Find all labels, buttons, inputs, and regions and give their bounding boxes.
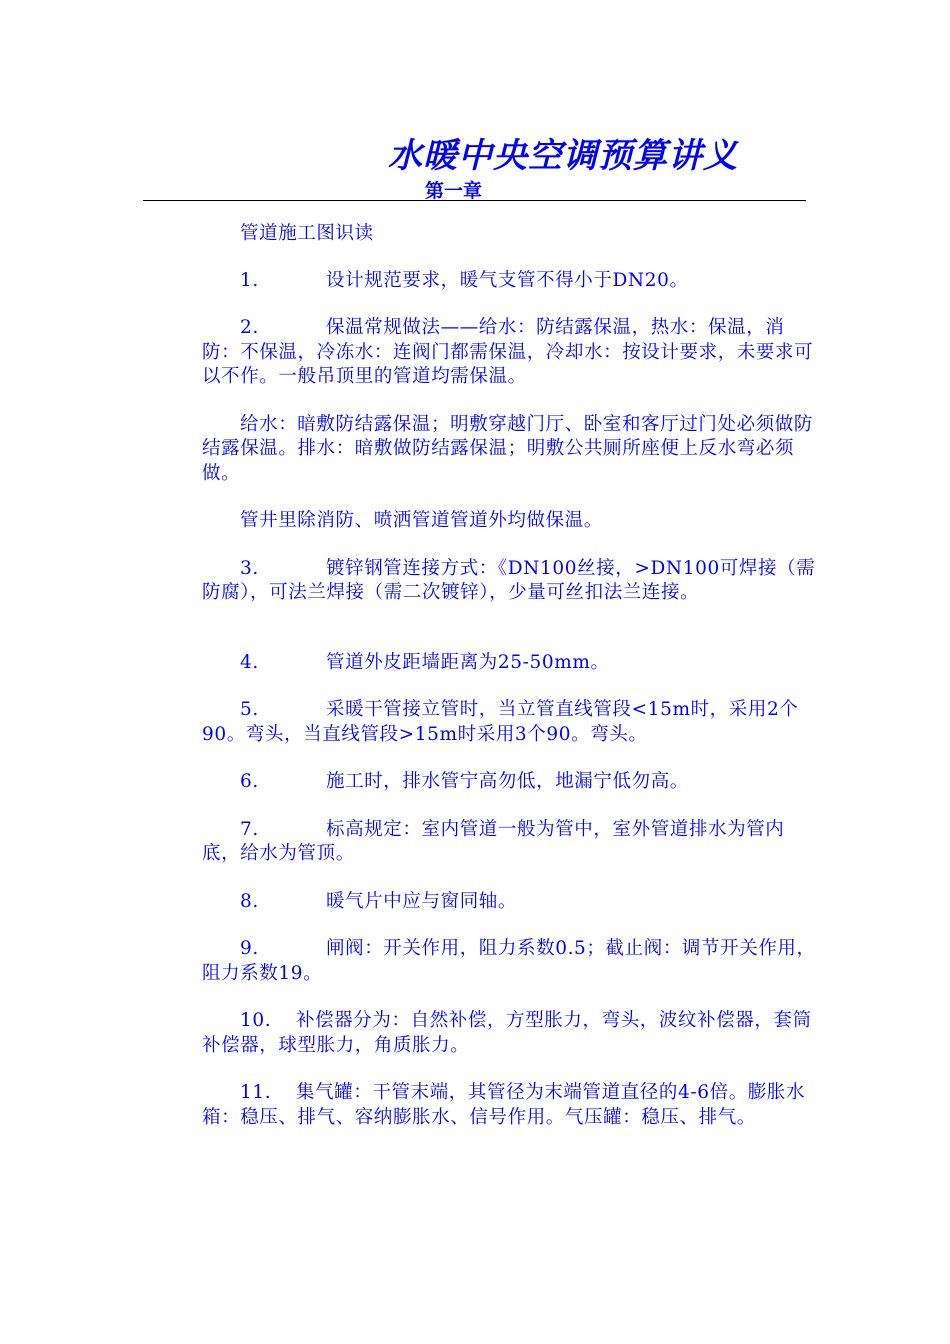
list-item: [202, 316, 818, 390]
item-number: 4.: [240, 651, 259, 673]
item-text: 设计规范要求，暖气支管不得小于DN20。: [326, 269, 689, 291]
item-text: 标高规定：室内管道一般为管中，室外管道排水为管内底，给水为管顶。: [202, 818, 785, 864]
document-body: [202, 222, 818, 1153]
item-text: 管道外皮距墙距离为25-50mm。: [326, 651, 610, 673]
header-rule: [143, 200, 806, 201]
item-text: 补偿器分为：自然补偿，方型胀力，弯头，波纹补偿器，套筒补偿器，球型胀力，角质胀力。: [202, 1010, 812, 1056]
item-number: 5.: [240, 699, 259, 720]
list-item: [202, 770, 818, 795]
item-number: 9.: [240, 938, 259, 959]
item-number: 10.: [240, 1010, 272, 1031]
list-item: [202, 269, 818, 294]
item-number: 6.: [240, 771, 259, 792]
list-item: [202, 651, 818, 676]
list-item: [202, 698, 818, 747]
list-item: [202, 890, 818, 915]
item-text: 采暖干管接立管时，当立管直线管段<15m时，采用2个90。弯头，当直线管段>15m时采用3个90。弯头。: [202, 699, 799, 745]
item-number: 2.: [240, 317, 259, 338]
item-number: 3.: [240, 557, 259, 579]
item-text: 暖气片中应与窗同轴。: [326, 890, 518, 912]
item-text: 镀锌钢管连接方式：《DN100丝接，>DN100可焊接（需防腐），可法兰焊接（需二次镀锌），少量可丝扣法兰连接。: [202, 557, 816, 603]
chapter-label: 第一章: [425, 180, 483, 202]
paragraph: 管井里除消防、喷洒管道管道外均做保温。: [240, 510, 603, 531]
section-heading: 管道施工图识读: [240, 223, 374, 244]
item-number: 11.: [240, 1082, 272, 1103]
list-item: [202, 557, 818, 606]
list-item: [202, 818, 818, 867]
item-text: 集气罐：干管末端，其管径为末端管道直径的4-6倍。膨胀水箱：稳压、排气、容纳膨胀水、信号作用。气压罐：稳压、排气。: [202, 1082, 806, 1128]
list-item: [202, 937, 818, 986]
item-number: 8.: [240, 890, 259, 912]
item-text: 闸阀：开关作用，阻力系数0.5；截止阀：调节开关作用，阻力系数19。: [202, 938, 816, 984]
list-item: [202, 1009, 818, 1058]
item-number: 1.: [240, 269, 259, 291]
list-item: [202, 1081, 818, 1130]
paragraph: 给水：暗敷防结露保温；明敷穿越门厅、卧室和客厅过门处必须做防结露保温。排水：暗敷做防结露保温；明敷公共厕所座便上反水弯必须做。: [202, 413, 814, 484]
item-number: 7.: [240, 818, 259, 840]
document-title: 水暖中央空调预算讲义: [388, 136, 738, 176]
item-text: 保温常规做法——给水：防结露保温，热水：保温，消防：不保温，冷冻水：连阀门都需保温，冷却水：按设计要求，未要求可以不作。一般吊顶里的管道均需保温。: [202, 317, 814, 387]
item-text: 施工时，排水管宁高勿低，地漏宁低勿高。: [326, 771, 689, 792]
